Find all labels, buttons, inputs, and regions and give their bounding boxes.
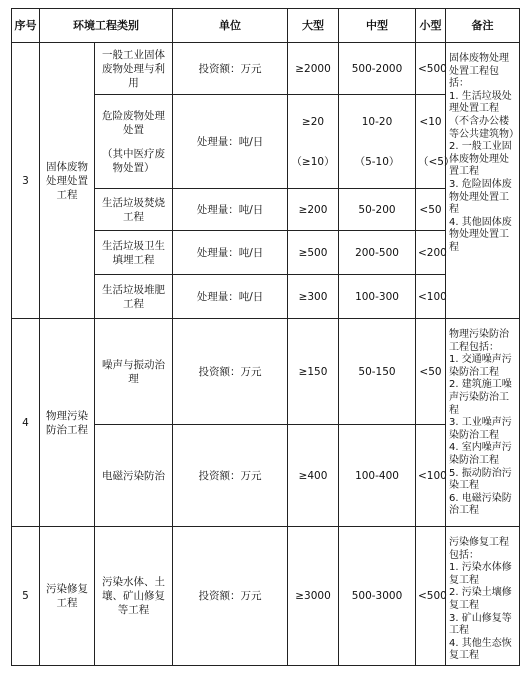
remarks-line: 4. 其他固体废物处理处置工程 (449, 216, 512, 253)
small-cell (416, 95, 455, 189)
remarks-cell (446, 319, 520, 527)
header-large: 大型 (288, 9, 339, 43)
small-cell: <100 (416, 425, 446, 527)
table-row (12, 527, 520, 666)
subcategory-cell: 一般工业固体废物处理与利用 (95, 43, 173, 95)
remarks-cell (446, 527, 520, 666)
large-cell: ≥400 (288, 425, 339, 527)
subcategory-cell (95, 95, 173, 189)
section-no: 3 (12, 43, 40, 319)
remarks-line: 1. 生活垃圾处理处置工程 (449, 90, 512, 115)
section-name: 固体废物处理处置工程 (40, 43, 95, 319)
remarks-line: 1. 交通噪声污染防治工程 (449, 354, 512, 378)
small-cell: <100 (416, 275, 446, 319)
medium-cell: 100-300 (339, 275, 416, 319)
unit-cell: 处理量：吨/日 (173, 231, 288, 275)
small-cell: <50 (416, 189, 446, 231)
remarks-cell (446, 43, 520, 319)
header-no: 序号 (12, 9, 40, 43)
remarks-line: 1. 污染水体修复工程 (449, 562, 512, 586)
unit-cell: 投资额：万元 (173, 527, 288, 666)
subcategory-cell: 生活垃圾卫生填埋工程 (95, 231, 173, 275)
header-medium: 中型 (339, 9, 416, 43)
unit-cell: 投资额：万元 (173, 43, 288, 95)
medium-cell: 200-500 (339, 231, 416, 275)
remarks-line: 3. 矿山修复等工程 (449, 612, 512, 637)
medium-cell: 50-150 (339, 319, 416, 425)
remarks-line: 物理污染防治工程包括： (449, 329, 509, 353)
subcategory-main: 危险废物处理处置 (102, 109, 165, 136)
small-value-extra: （<5） (418, 155, 455, 168)
small-cell: <200 (416, 231, 446, 275)
subcategory-cell: 生活垃圾堆肥工程 (95, 275, 173, 319)
medium-cell: 500-3000 (339, 527, 416, 666)
medium-cell: 500-2000 (339, 43, 416, 95)
subcategory-cell: 污染水体、土壤、矿山修复等工程 (95, 527, 173, 666)
remarks-line: 固体废物处理处置工程包括： (449, 53, 509, 90)
header-unit: 单位 (173, 9, 288, 43)
remarks-line: 2. 建筑施工噪声污染防治工程 (449, 379, 512, 416)
unit-cell: 投资额：万元 (173, 319, 288, 425)
remarks-line: 5. 振动防治污染工程 (449, 467, 512, 492)
small-cell: <500 (416, 527, 446, 666)
large-cell (288, 95, 339, 189)
unit-cell: 投资额：万元 (173, 425, 288, 527)
remarks-line: 污染修复工程包括： (449, 537, 509, 561)
small-cell: <500 (416, 43, 446, 95)
remarks-line: 6. 电磁污染防治工程 (449, 492, 512, 517)
small-value: <10 (419, 115, 442, 128)
table-row (12, 43, 520, 95)
subcategory-cell: 电磁污染防治 (95, 425, 173, 527)
table-row (12, 319, 520, 425)
large-cell: ≥150 (288, 319, 339, 425)
large-value-extra: （≥10） (291, 155, 335, 168)
remarks-line: 2. 一般工业固体废物处理处置工程 (449, 141, 512, 178)
medium-value: 10-20 (361, 115, 393, 128)
header-category: 环境工程类别 (40, 9, 173, 43)
subcategory-cell: 噪声与振动治理 (95, 319, 173, 425)
large-value: ≥20 (301, 115, 325, 128)
section-no: 5 (12, 527, 40, 666)
header-small: 小型 (416, 9, 446, 43)
remarks-line: 3. 工业噪声污染防治工程 (449, 417, 512, 441)
medium-cell: 100-400 (339, 425, 416, 527)
large-cell: ≥300 (288, 275, 339, 319)
remarks-line: 4. 室内噪声污染防治工程 (449, 442, 512, 466)
small-cell: <50 (416, 319, 446, 425)
section-no: 4 (12, 319, 40, 527)
unit-cell: 处理量：吨/日 (173, 275, 288, 319)
medium-value-extra: （5-10） (354, 155, 400, 168)
large-cell: ≥2000 (288, 43, 339, 95)
section-name: 污染修复工程 (40, 527, 95, 666)
remarks-line: （不含办公楼等公共建筑物） (449, 115, 519, 140)
remarks-line: 3. 危险固体废物处理处置工程 (449, 178, 512, 216)
subcategory-cell: 生活垃圾焚烧工程 (95, 189, 173, 231)
subcategory-extra: （其中医疗废物处置） (102, 147, 165, 174)
medium-cell: 50-200 (339, 189, 416, 231)
section-name: 物理污染防治工程 (40, 319, 95, 527)
remarks-line: 2. 污染土壤修复工程 (449, 587, 512, 611)
unit-cell: 处理量：吨/日 (173, 189, 288, 231)
large-cell: ≥200 (288, 189, 339, 231)
engineering-scale-table (11, 8, 520, 666)
large-cell: ≥500 (288, 231, 339, 275)
unit-cell: 处理量：吨/日 (173, 95, 288, 189)
header-remarks: 备注 (446, 9, 520, 43)
medium-cell (339, 95, 416, 189)
large-cell: ≥3000 (288, 527, 339, 666)
header-row (12, 9, 520, 43)
remarks-line: 4. 其他生态恢复工程 (449, 637, 512, 662)
